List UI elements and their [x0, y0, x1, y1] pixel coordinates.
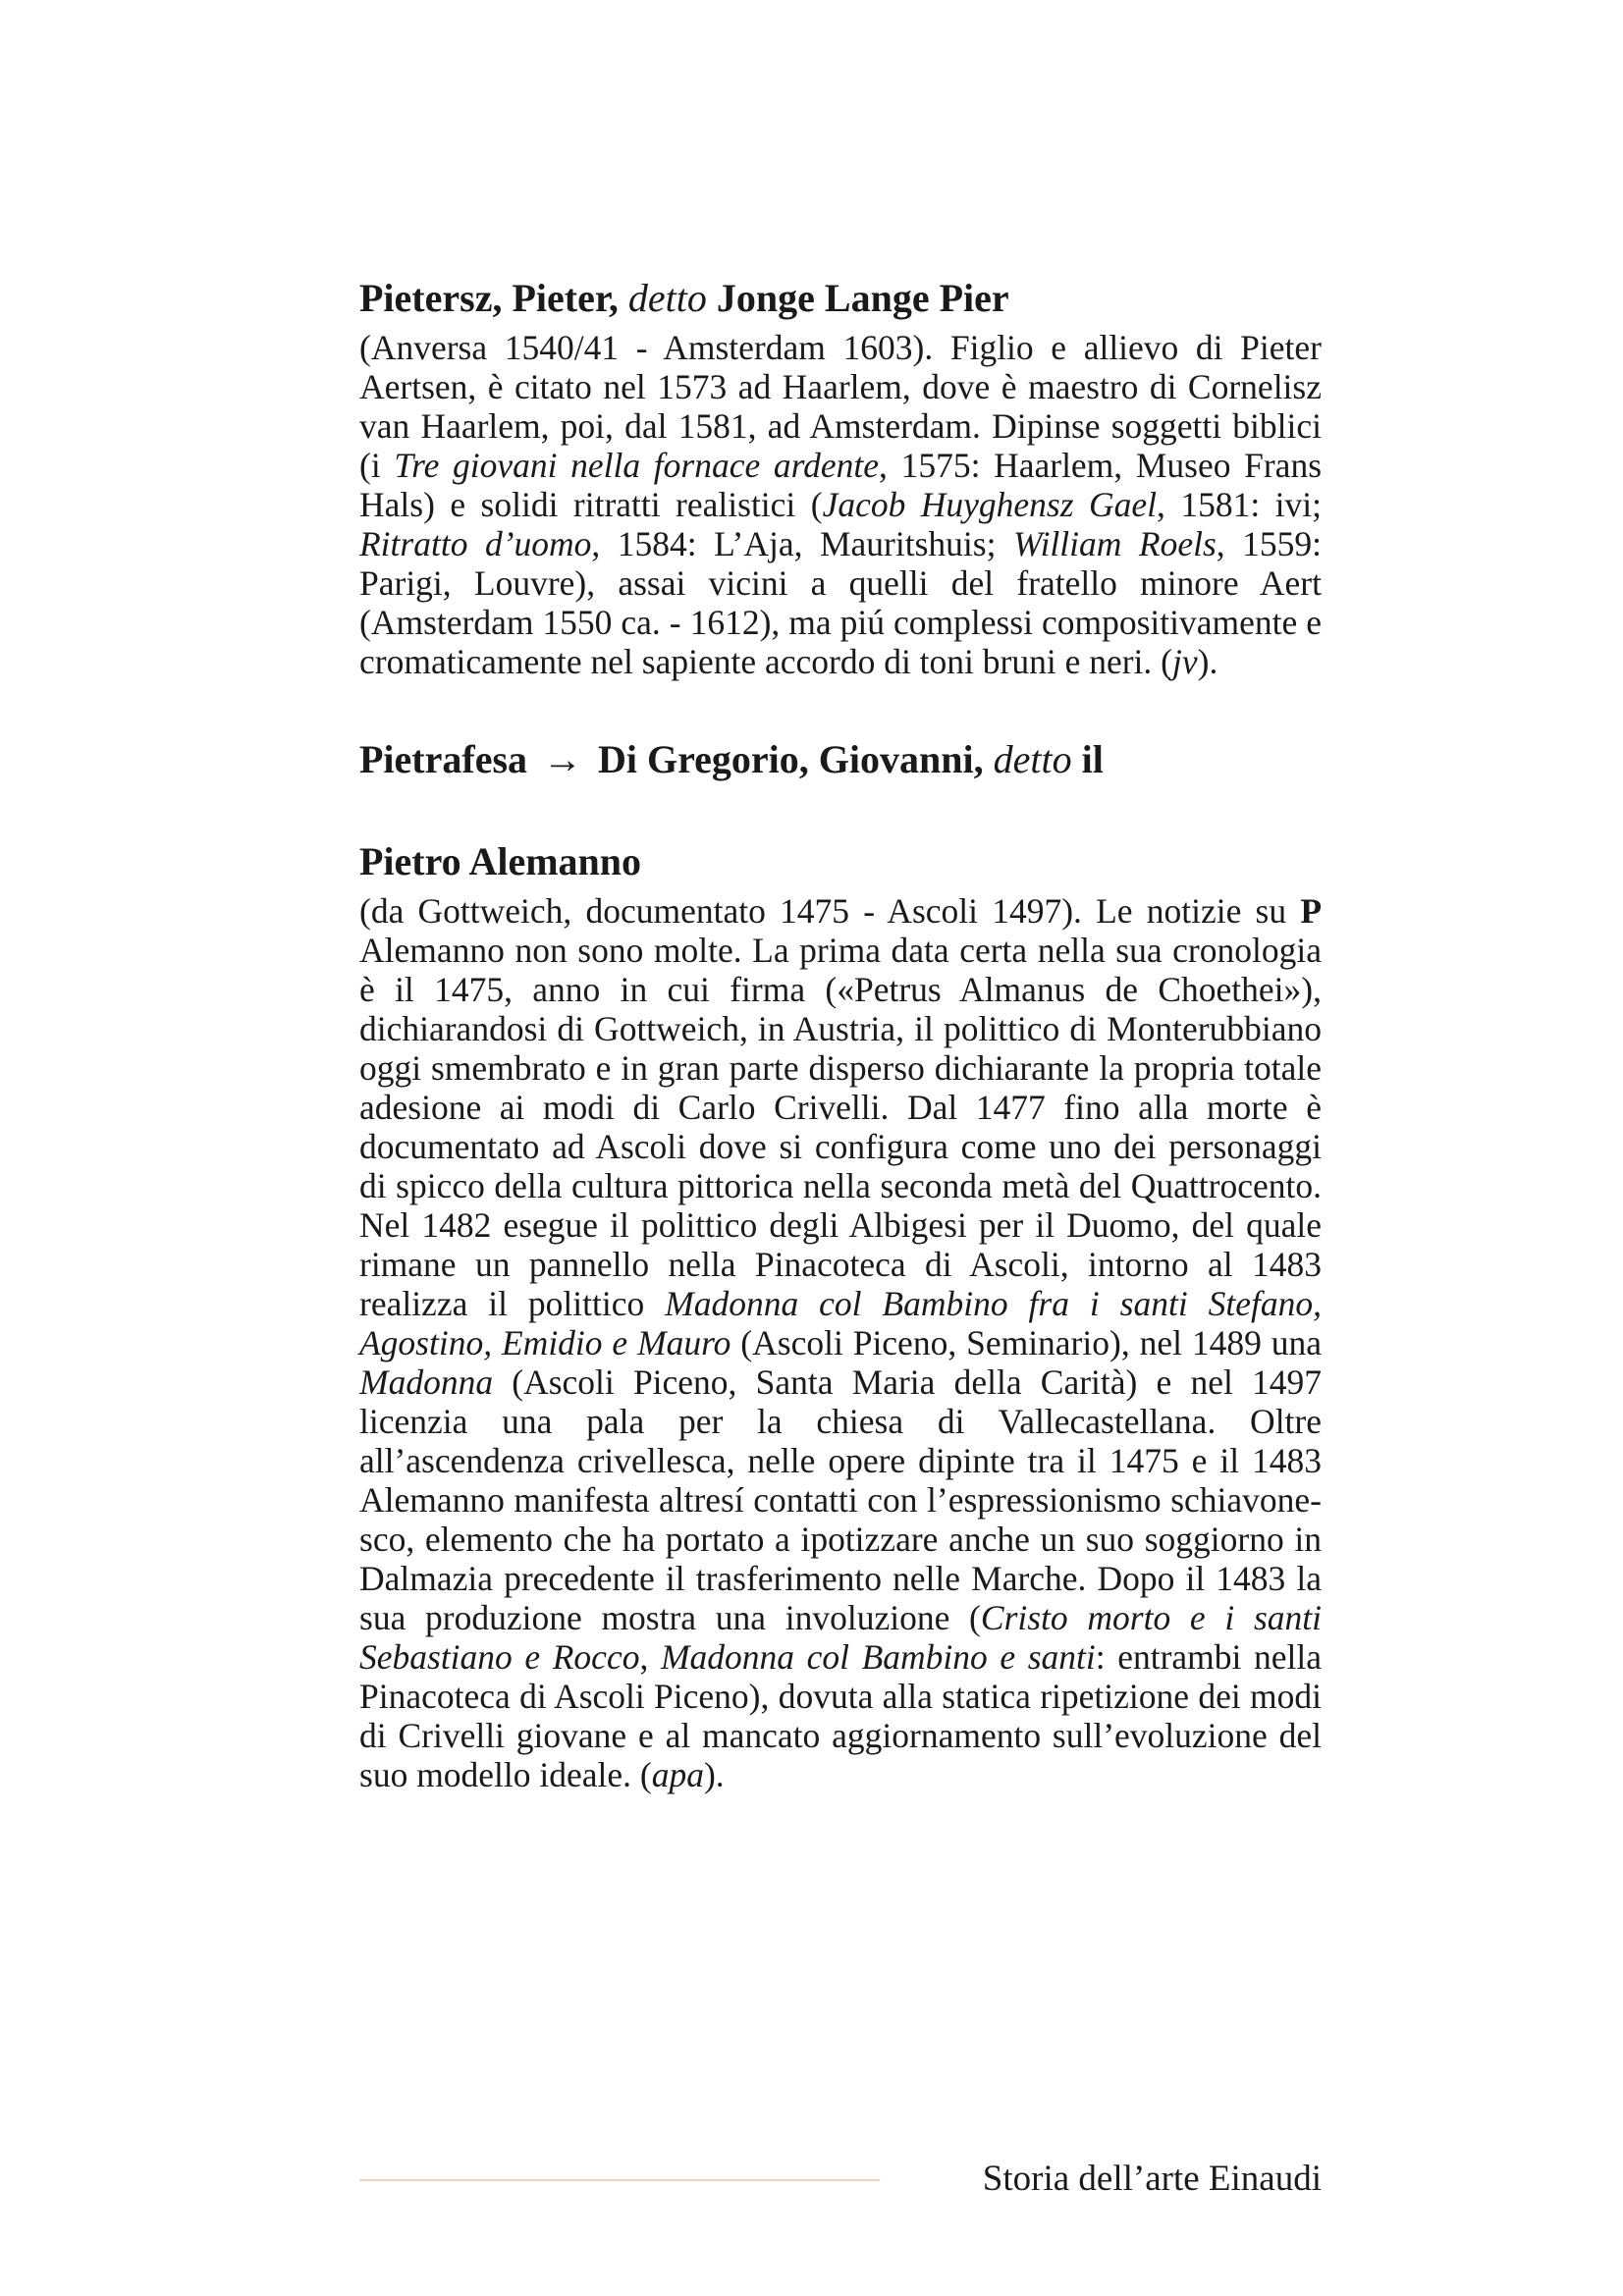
entry-suffix: il — [1081, 737, 1104, 781]
text-run: : entrambi nella Pinacoteca di Ascoli Piceno), dovuta alla statica ripetizione dei modi di Crivelli giovane e al mancato aggiornamento sull’evoluzione del suo modello ideale. ( — [359, 1637, 1322, 1794]
entry-name: Pietro Alemanno — [359, 839, 642, 883]
arrow-right-icon: → — [543, 737, 583, 781]
entry-body — [359, 891, 1322, 1794]
bold-run: P — [1300, 891, 1322, 931]
italic-run: jv — [1172, 642, 1198, 681]
text-run: (Anversa 1540/41 - Amsterdam 1603). Figlio e allievo di Pieter Aertsen, è citato nel 1573 ad Haarlem, dove è maestro di Cornelisz van Haarlem, poi, dal 1581, ad Amsterdam. Dipinse soggetti biblici (i — [359, 328, 1322, 485]
entry-title — [359, 838, 1322, 885]
text-run: , — [639, 1637, 661, 1677]
document-page — [359, 275, 1322, 1849]
entry-name: Pietrafesa — [359, 737, 528, 781]
text-run: ). — [703, 1755, 725, 1794]
entry-alias: Jonge Lange Pier — [716, 276, 1009, 320]
text-run: (da Gottweich, documentato 1475 - Ascoli 1497). Le notizie su — [359, 891, 1301, 931]
italic-run: William Roels — [1012, 524, 1217, 563]
entry-pietro-alemanno — [359, 838, 1322, 1794]
text-run: Alemanno non sono molte. La prima data certa nella sua cronologia è il 1475, anno in cui firma («Petrus Almanus de Choethei»), dichiarandosi di Gottweich, in Austria, il polittico di Monterubbiano oggi smembrato e in gran parte disperso dichiarante la propria totale adesione ai modi di Carlo Crivelli. Dal 1477 fino alla morte è documentato ad Ascoli dove si configura come uno dei personaggi di spicco della cultura pittorica nella seconda metà del Quattrocento. Nel 1482 esegue il polittico degli Albigesi per il Duomo, del quale rimane un pannello nella Pinacoteca di Ascoli, intorno al 1483 realizza il polittico — [359, 931, 1322, 1323]
italic-run: Jacob Huyghensz Gael — [822, 485, 1158, 524]
text-run: ). — [1197, 642, 1218, 681]
entry-name: Pietersz, Pieter, — [359, 276, 619, 320]
page-footer — [359, 2156, 1322, 2203]
entry-detto: detto — [627, 276, 707, 320]
entry-detto: detto — [993, 737, 1072, 781]
text-run: (Ascoli Piceno, Seminario), nel 1489 una — [730, 1323, 1322, 1362]
footer-publication-title: Storia dell’arte Einaudi — [982, 2159, 1322, 2199]
italic-run: apa — [651, 1755, 704, 1794]
entry-title — [359, 275, 1322, 322]
text-run: , 1581: ivi; — [1157, 485, 1322, 524]
italic-run: Ritratto d’uomo — [359, 524, 592, 563]
text-run: , 1584: L’Aja, Mauritshuis; — [591, 524, 1013, 563]
text-run: , 1575: Haarlem, Museo Frans Hals) e solidi ritratti realistici ( — [359, 446, 1323, 524]
entry-pietrafesa — [359, 736, 1322, 783]
italic-run: Madonna col Bambino e santi — [660, 1637, 1096, 1677]
entry-title — [359, 736, 1322, 783]
text-run: , 1559: Parigi, Louvre), assai vicini a quelli del fratello minore Aert (Amsterdam 1550 ca. - 1612), ma piú complessi compositivamente e cromaticamente nel sapiente accordo di toni bruni e neri. ( — [359, 524, 1322, 681]
footer-rule — [359, 2179, 880, 2181]
italic-run: Cristo morto e i santi Sebastiano e Rocco — [359, 1598, 1322, 1677]
italic-run: Madonna — [359, 1362, 494, 1402]
italic-run: Madonna col Bambino fra i santi Stefano, Agostino, Emidio e Mauro — [359, 1284, 1322, 1362]
cross-reference-link[interactable]: Di Gregorio, Giovanni, — [598, 737, 984, 781]
italic-run: Tre giovani nella fornace ardente — [394, 446, 880, 485]
entry-pietersz — [359, 275, 1322, 681]
text-run: (Ascoli Piceno, Santa Maria della Carità) e nel 1497 licenzia una pala per la chiesa di Vallecastellana. Oltre all’ascendenza crivellesca, nelle opere dipinte tra il 1475 e il 1483 Alemanno manifesta altresí contatti con l’espressionismo schiavonesco, elemento che ha portato a ipotizzare anche un suo soggiorno in Dalmazia precedente il trasferimento nelle Marche. Dopo il 1483 la sua produzione mostra una involuzione ( — [359, 1362, 1322, 1637]
entry-body — [359, 328, 1322, 681]
